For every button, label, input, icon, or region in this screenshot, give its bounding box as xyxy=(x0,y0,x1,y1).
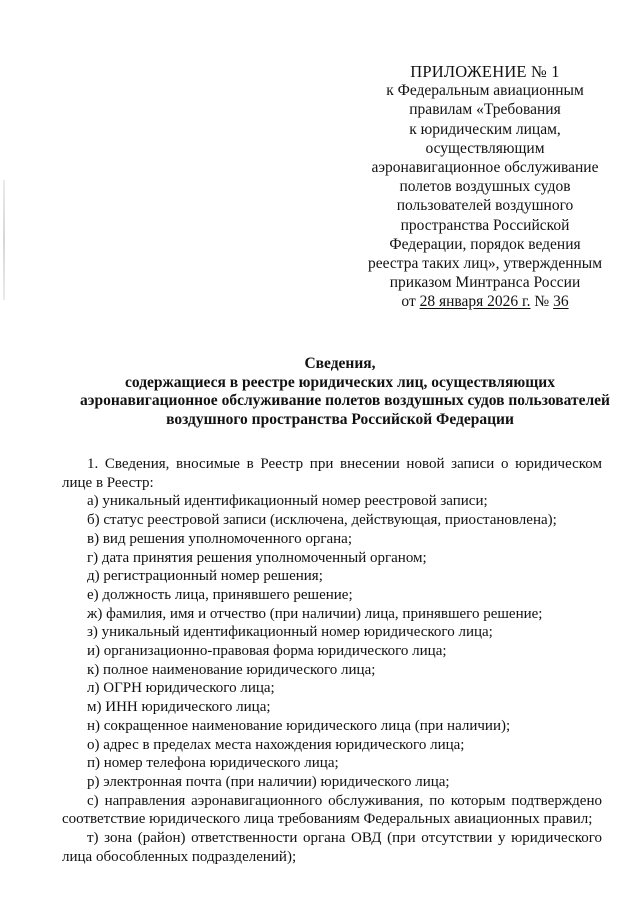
date-prefix: от xyxy=(401,293,420,311)
annex-line: осуществляющим xyxy=(425,139,545,157)
list-item: п) номер телефона юридического лица; xyxy=(87,755,339,772)
list-item: з) уникальный идентификационный номер юридического лица; xyxy=(87,624,493,641)
annex-line: приказом Минтранса России xyxy=(389,274,581,292)
annex-date-line xyxy=(360,292,610,311)
annex-line: пользователей воздушного xyxy=(396,197,574,215)
section-1-intro: 1. Сведения, вносимые в Реестр при внесении новой записи о юридическом лице в Реестр: xyxy=(62,456,602,491)
heading-line: содержащиеся в реестре юридических лиц, осуществляющих xyxy=(125,373,555,391)
list-item: м) ИНН юридического лица; xyxy=(87,699,271,716)
annex-title: ПРИЛОЖЕНИЕ № 1 xyxy=(410,62,560,81)
list-item-s: с) направления аэронавигационного обслуживания, по которым подтверждено соответствие юридического лица требованиям Федеральных авиационных правил; xyxy=(62,792,602,828)
annex-line: Федерации, порядок ведения xyxy=(389,235,581,253)
annex-line: аэронавигационное обслуживание xyxy=(371,159,599,177)
annex-line: к юридическим лицам, xyxy=(409,120,561,138)
list-item: б) статус реестровой записи (исключена, действующая, приостановлена); xyxy=(87,512,557,529)
annex-line: к Федеральным авиационным xyxy=(386,82,584,100)
list-item-t: т) зона (район) ответственности органа ОВД (при отсутствии у юридического лица обособленных подразделений); xyxy=(62,830,602,865)
list-item: н) сокращенное наименование юридического лица (при наличии); xyxy=(87,717,511,734)
list-item: р) электронная почта (при наличии) юридического лица; xyxy=(87,773,450,790)
annex-line: правилам «Требования xyxy=(409,101,561,119)
annex-line: пространства Российской xyxy=(400,216,570,234)
list-item: в) вид решения уполномоченного органа; xyxy=(87,530,352,547)
list-item: г) дата принятия решения уполномоченный органом; xyxy=(87,549,427,566)
document-heading xyxy=(80,355,610,429)
order-number: 36 xyxy=(553,293,569,311)
list-item: к) полное наименование юридического лица; xyxy=(87,661,376,678)
list-item: а) уникальный идентификационный номер реестровой записи; xyxy=(87,493,488,510)
annex-line: реестра таких лиц», утвержденным xyxy=(367,255,603,273)
heading-line: Сведения, xyxy=(304,355,376,372)
list-item: е) должность лица, принявшего решение; xyxy=(87,586,353,603)
list-item: л) ОГРН юридического лица; xyxy=(87,680,275,697)
list-item: д) регистрационный номер решения; xyxy=(87,568,323,585)
annex-header xyxy=(360,62,610,312)
annex-line: полетов воздушных судов xyxy=(399,178,571,196)
heading-line: аэронавигационное обслуживание полетов воздушных судов пользователей xyxy=(80,392,610,409)
heading-line: воздушного пространства Российской Федерации xyxy=(166,410,514,428)
scan-edge-mark xyxy=(3,180,5,300)
document-body xyxy=(62,455,602,866)
list-item: ж) фамилия, имя и отчество (при наличии) лица, принявшего решение; xyxy=(87,605,543,622)
number-prefix: № xyxy=(530,293,554,311)
list-item: о) адрес в пределах места нахождения юридического лица; xyxy=(87,736,465,753)
order-date: 28 января 2026 г. xyxy=(419,293,531,311)
list-item: и) организационно-правовая форма юридического лица; xyxy=(87,643,447,660)
